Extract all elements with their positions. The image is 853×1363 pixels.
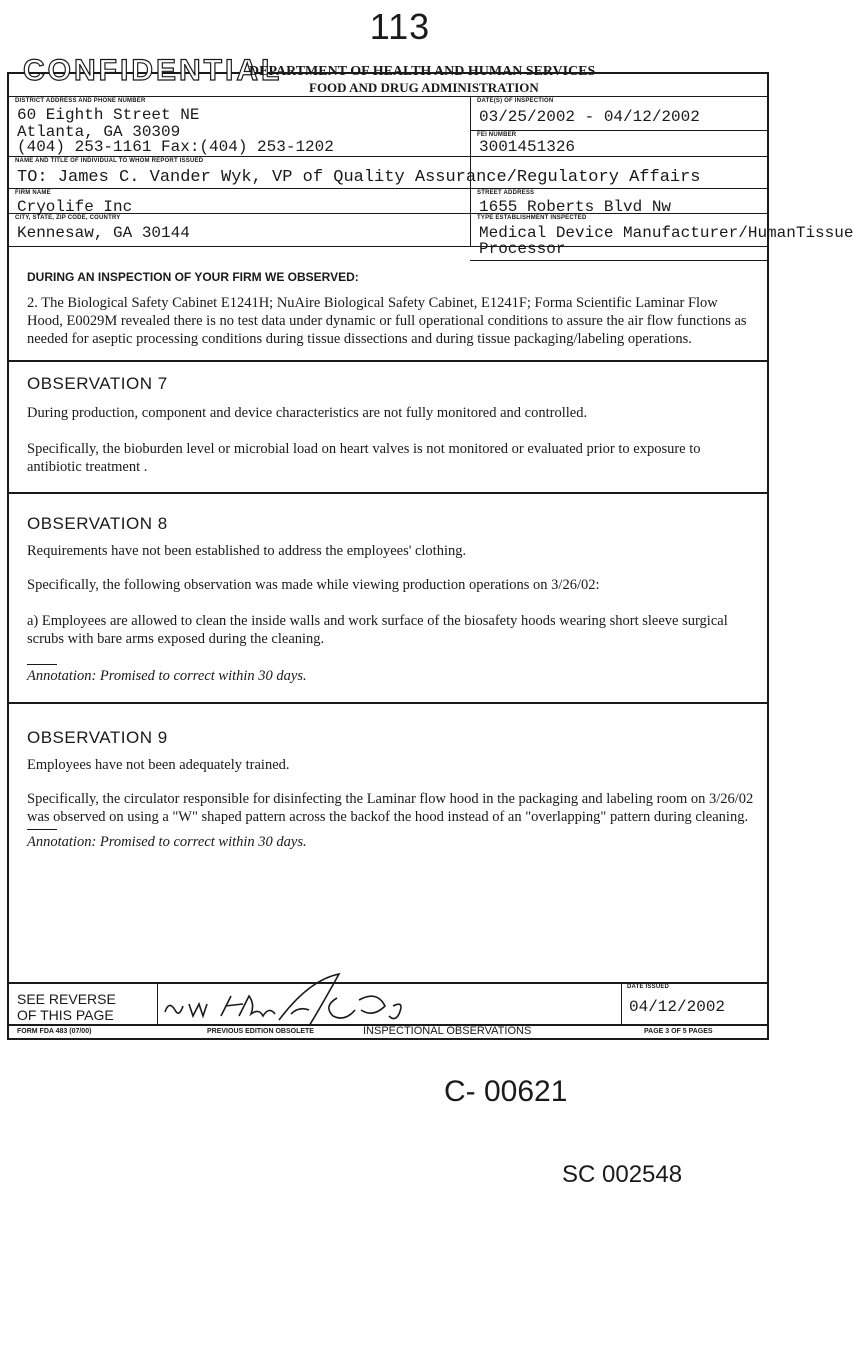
- observation-7-heading: OBSERVATION 7: [27, 374, 168, 393]
- city-state-label: CITY, STATE, ZIP CODE, COUNTRY: [15, 215, 121, 221]
- street-address-label: STREET ADDRESS: [477, 190, 535, 196]
- district-address: 60 Eighth Street NE: [17, 106, 200, 124]
- observation-9-text: Employees have not been adequately trained.: [27, 757, 290, 773]
- page-number: 113: [369, 6, 431, 47]
- observation-8-specifics: Specifically, the following observation was made while viewing production operations on 3/26/02:: [27, 577, 600, 593]
- establishment-type: Medical Device Manufacturer/HumanTissue: [479, 224, 853, 242]
- report-recipient: TO: James C. Vander Wyk, VP of Quality Assurance/Regulatory Affairs: [17, 168, 701, 187]
- see-reverse-line2: OF THIS PAGE: [17, 1007, 114, 1023]
- dates-label: DATE(S) OF INSPECTION: [477, 98, 554, 104]
- type-establishment-label: TYPE ESTABLISHMENT INSPECTED: [477, 215, 587, 221]
- establishment-type-cont: Processor: [479, 240, 566, 258]
- observation-9-specifics: Specifically, the circulator responsible for disinfecting the Laminar flow hood in the packaging and labeling room on 3/26/02 was observed on using a "W" shaped pattern across the backof the hood instead of an "overlapping" pattern during cleaning.: [27, 791, 754, 825]
- street-address: 1655 Roberts Blvd Nw: [479, 198, 672, 216]
- confidential-stamp: CONFIDENTIAL: [23, 54, 283, 87]
- date-issued-label: DATE ISSUED: [627, 984, 670, 990]
- form-title: INSPECTIONAL OBSERVATIONS: [363, 1025, 532, 1037]
- during-inspection-heading: DURING AN INSPECTION OF YOUR FIRM WE OBSERVED:: [27, 270, 359, 284]
- observation-8-item-a: a) Employees are allowed to clean the inside walls and work surface of the biosafety hoods wearing short sleeve surgical scrubs with bare arms exposed during the cleaning.: [27, 613, 728, 647]
- date-issued: 04/12/2002: [629, 998, 726, 1016]
- fei-label: FEI NUMBER: [477, 132, 517, 138]
- bates-number-c: C- 00621: [444, 1075, 568, 1108]
- observation-7-specifics: Specifically, the bioburden level or microbial load on heart valves is not monitored or evaluated prior to exposure to antibiotic treatment .: [27, 441, 701, 475]
- previous-edition-note: PREVIOUS EDITION OBSOLETE: [207, 1028, 314, 1035]
- department-title: DEPARTMENT OF HEALTH AND HUMAN SERVICES: [249, 64, 596, 79]
- see-reverse-note: [17, 991, 116, 1023]
- inspection-dates: 03/25/2002 - 04/12/2002: [479, 108, 700, 126]
- observation-8-annotation: Annotation: Promised to correct within 30 days.: [27, 668, 307, 684]
- fda-483-form: [7, 54, 853, 1040]
- district-address-label: DISTRICT ADDRESS AND PHONE NUMBER: [15, 98, 146, 104]
- fei-number: 3001451326: [479, 138, 576, 156]
- observation-9-heading: OBSERVATION 9: [27, 728, 168, 747]
- agency-title: FOOD AND DRUG ADMINISTRATION: [309, 80, 539, 95]
- item-2-text: 2. The Biological Safety Cabinet E1241H; NuAire Biological Safety Cabinet, E1241F; Forma Scientific Laminar Flow Hood, E0029M revealed there is no test data under dynamic or full operational conditions to assure the air flow functions as needed for aseptic processing conditions during tissue dissections and during tissue packaging/labeling operations.: [27, 295, 747, 347]
- observation-8-heading: OBSERVATION 8: [27, 514, 168, 533]
- city-state-zip: Kennesaw, GA 30144: [17, 224, 190, 242]
- bates-number-sc: SC 002548: [562, 1161, 683, 1188]
- observation-9-annotation: Annotation: Promised to correct within 30 days.: [27, 834, 307, 850]
- see-reverse-line1: SEE REVERSE: [17, 991, 116, 1007]
- firm-name: Cryolife Inc: [17, 198, 133, 216]
- observation-8-text: Requirements have not been established to address the employees' clothing.: [27, 543, 467, 559]
- name-title-label: NAME AND TITLE OF INDIVIDUAL TO WHOM REPORT ISSUED: [15, 158, 204, 164]
- district-city: Atlanta, GA 30309: [17, 123, 181, 141]
- form-number: FORM FDA 483 (07/00): [17, 1028, 92, 1035]
- page-count: PAGE 3 OF 5 PAGES: [644, 1028, 713, 1035]
- firm-name-label: FIRM NAME: [15, 190, 51, 196]
- observation-7-text: During production, component and device characteristics are not fully monitored and controlled.: [27, 405, 588, 421]
- district-phone: (404) 253-1161 Fax:(404) 253-1202: [17, 138, 334, 156]
